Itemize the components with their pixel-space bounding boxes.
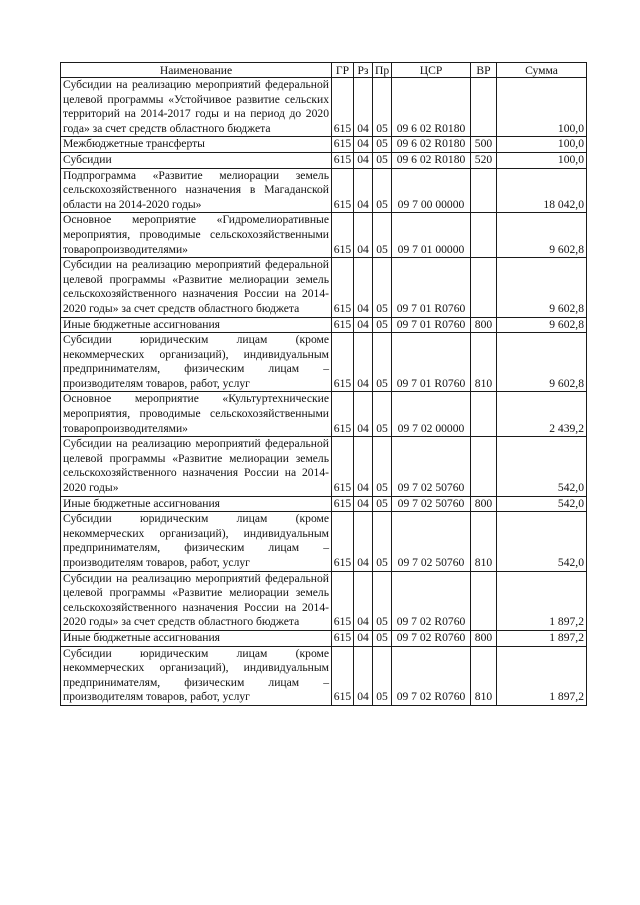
cell-pr: 05 bbox=[373, 437, 392, 496]
cell-pr: 05 bbox=[373, 512, 392, 571]
cell-sum: 9 602,8 bbox=[497, 258, 587, 317]
table-row bbox=[61, 630, 587, 646]
cell-name: Субсидии юридическим лицам (кроме некоммерческих организаций), индивидуальным предпринимателям, физическим лицам – производителям товаров, работ, услуг bbox=[61, 512, 332, 571]
cell-sum: 542,0 bbox=[497, 496, 587, 512]
cell-name: Субсидии юридическим лицам (кроме некоммерческих организаций), индивидуальным предпринимателям, физическим лицам – производителям товаров, работ, услуг bbox=[61, 646, 332, 705]
cell-sum: 100,0 bbox=[497, 152, 587, 168]
header-csr: ЦСР bbox=[392, 63, 471, 78]
cell-gr: 615 bbox=[332, 333, 354, 392]
table-body bbox=[61, 78, 587, 706]
cell-gr: 615 bbox=[332, 512, 354, 571]
cell-sum: 9 602,8 bbox=[497, 333, 587, 392]
cell-rz: 04 bbox=[354, 317, 373, 333]
table-row bbox=[61, 437, 587, 496]
cell-pr: 05 bbox=[373, 630, 392, 646]
cell-pr: 05 bbox=[373, 258, 392, 317]
cell-sum: 100,0 bbox=[497, 78, 587, 137]
cell-sum: 18 042,0 bbox=[497, 168, 587, 213]
header-vr: ВР bbox=[471, 63, 497, 78]
cell-sum: 1 897,2 bbox=[497, 571, 587, 630]
cell-vr: 800 bbox=[471, 496, 497, 512]
cell-csr: 09 7 01 R0760 bbox=[392, 258, 471, 317]
cell-vr bbox=[471, 168, 497, 213]
cell-vr: 520 bbox=[471, 152, 497, 168]
cell-csr: 09 7 01 R0760 bbox=[392, 333, 471, 392]
cell-name: Субсидии на реализацию мероприятий федеральной целевой программы «Развитие мелиорации земель сельскохозяйственного назначения России на 2014-2020 годы» за счет средств областного бюджета bbox=[61, 571, 332, 630]
cell-vr: 810 bbox=[471, 646, 497, 705]
table-row bbox=[61, 571, 587, 630]
cell-rz: 04 bbox=[354, 333, 373, 392]
cell-name: Субсидии bbox=[61, 152, 332, 168]
cell-sum: 1 897,2 bbox=[497, 646, 587, 705]
cell-name: Межбюджетные трансферты bbox=[61, 137, 332, 153]
cell-vr: 810 bbox=[471, 512, 497, 571]
header-gr: ГР bbox=[332, 63, 354, 78]
header-name: Наименование bbox=[61, 63, 332, 78]
table-row bbox=[61, 152, 587, 168]
cell-csr: 09 7 02 R0760 bbox=[392, 646, 471, 705]
cell-rz: 04 bbox=[354, 168, 373, 213]
cell-name: Субсидии на реализацию мероприятий федеральной целевой программы «Устойчивое развитие сельских территорий на 2014-2017 годы и на период до 2020 года» за счет средств областного бюджета bbox=[61, 78, 332, 137]
cell-pr: 05 bbox=[373, 392, 392, 437]
table-row bbox=[61, 392, 587, 437]
cell-sum: 9 602,8 bbox=[497, 213, 587, 258]
cell-sum: 542,0 bbox=[497, 437, 587, 496]
cell-rz: 04 bbox=[354, 571, 373, 630]
table-header bbox=[61, 63, 587, 78]
cell-name: Иные бюджетные ассигнования bbox=[61, 317, 332, 333]
cell-vr bbox=[471, 78, 497, 137]
cell-name: Субсидии на реализацию мероприятий федеральной целевой программы «Развитие мелиорации земель сельскохозяйственного назначения России на 2014-2020 годы» bbox=[61, 437, 332, 496]
cell-vr bbox=[471, 392, 497, 437]
table-row bbox=[61, 78, 587, 137]
cell-rz: 04 bbox=[354, 137, 373, 153]
cell-gr: 615 bbox=[332, 571, 354, 630]
table-row bbox=[61, 213, 587, 258]
cell-sum: 542,0 bbox=[497, 512, 587, 571]
cell-csr: 09 7 02 50760 bbox=[392, 437, 471, 496]
cell-rz: 04 bbox=[354, 646, 373, 705]
cell-csr: 09 7 00 00000 bbox=[392, 168, 471, 213]
header-row bbox=[61, 63, 587, 78]
cell-csr: 09 7 02 00000 bbox=[392, 392, 471, 437]
cell-csr: 09 7 01 R0760 bbox=[392, 317, 471, 333]
budget-table bbox=[60, 62, 587, 706]
table-row bbox=[61, 258, 587, 317]
cell-pr: 05 bbox=[373, 333, 392, 392]
cell-name: Субсидии юридическим лицам (кроме некоммерческих организаций), индивидуальным предпринимателям, физическим лицам – производителям товаров, работ, услуг bbox=[61, 333, 332, 392]
cell-pr: 05 bbox=[373, 496, 392, 512]
cell-csr: 09 6 02 R0180 bbox=[392, 78, 471, 137]
cell-rz: 04 bbox=[354, 512, 373, 571]
cell-pr: 05 bbox=[373, 78, 392, 137]
cell-pr: 05 bbox=[373, 168, 392, 213]
cell-gr: 615 bbox=[332, 630, 354, 646]
cell-gr: 615 bbox=[332, 496, 354, 512]
cell-vr: 800 bbox=[471, 630, 497, 646]
cell-rz: 04 bbox=[354, 152, 373, 168]
header-rz: Рз bbox=[354, 63, 373, 78]
cell-name: Субсидии на реализацию мероприятий федеральной целевой программы «Развитие мелиорации земель сельскохозяйственного назначения России на 2014-2020 годы» за счет средств областного бюджета bbox=[61, 258, 332, 317]
cell-name: Иные бюджетные ассигнования bbox=[61, 496, 332, 512]
cell-rz: 04 bbox=[354, 78, 373, 137]
header-sum: Сумма bbox=[497, 63, 587, 78]
cell-pr: 05 bbox=[373, 317, 392, 333]
cell-csr: 09 7 02 50760 bbox=[392, 512, 471, 571]
cell-sum: 2 439,2 bbox=[497, 392, 587, 437]
cell-csr: 09 7 01 00000 bbox=[392, 213, 471, 258]
cell-rz: 04 bbox=[354, 213, 373, 258]
cell-sum: 100,0 bbox=[497, 137, 587, 153]
cell-csr: 09 7 02 R0760 bbox=[392, 630, 471, 646]
cell-gr: 615 bbox=[332, 213, 354, 258]
cell-gr: 615 bbox=[332, 437, 354, 496]
cell-vr bbox=[471, 571, 497, 630]
cell-gr: 615 bbox=[332, 317, 354, 333]
cell-vr: 500 bbox=[471, 137, 497, 153]
cell-csr: 09 6 02 R0180 bbox=[392, 152, 471, 168]
cell-rz: 04 bbox=[354, 630, 373, 646]
cell-gr: 615 bbox=[332, 78, 354, 137]
cell-pr: 05 bbox=[373, 571, 392, 630]
table-row bbox=[61, 512, 587, 571]
cell-pr: 05 bbox=[373, 213, 392, 258]
cell-vr: 800 bbox=[471, 317, 497, 333]
cell-csr: 09 6 02 R0180 bbox=[392, 137, 471, 153]
cell-name: Иные бюджетные ассигнования bbox=[61, 630, 332, 646]
cell-name: Основное мероприятие «Гидромелиоративные мероприятия, проводимые сельскохозяйственными товаропроизводителями» bbox=[61, 213, 332, 258]
cell-vr bbox=[471, 437, 497, 496]
cell-pr: 05 bbox=[373, 646, 392, 705]
table-row bbox=[61, 646, 587, 705]
header-pr: Пр bbox=[373, 63, 392, 78]
cell-gr: 615 bbox=[332, 646, 354, 705]
cell-rz: 04 bbox=[354, 258, 373, 317]
cell-csr: 09 7 02 R0760 bbox=[392, 571, 471, 630]
cell-gr: 615 bbox=[332, 137, 354, 153]
table-row bbox=[61, 496, 587, 512]
table-row bbox=[61, 137, 587, 153]
cell-gr: 615 bbox=[332, 392, 354, 437]
cell-pr: 05 bbox=[373, 152, 392, 168]
cell-rz: 04 bbox=[354, 392, 373, 437]
cell-sum: 9 602,8 bbox=[497, 317, 587, 333]
cell-name: Подпрограмма «Развитие мелиорации земель сельскохозяйственного назначения в Магаданской области на 2014-2020 годы» bbox=[61, 168, 332, 213]
cell-name: Основное мероприятие «Культуртехнические мероприятия, проводимые сельскохозяйственными товаропроизводителями» bbox=[61, 392, 332, 437]
cell-vr: 810 bbox=[471, 333, 497, 392]
cell-pr: 05 bbox=[373, 137, 392, 153]
table-row bbox=[61, 317, 587, 333]
table-row bbox=[61, 333, 587, 392]
table-row bbox=[61, 168, 587, 213]
cell-rz: 04 bbox=[354, 496, 373, 512]
cell-vr bbox=[471, 258, 497, 317]
cell-csr: 09 7 02 50760 bbox=[392, 496, 471, 512]
cell-rz: 04 bbox=[354, 437, 373, 496]
cell-sum: 1 897,2 bbox=[497, 630, 587, 646]
cell-gr: 615 bbox=[332, 152, 354, 168]
cell-vr bbox=[471, 213, 497, 258]
cell-gr: 615 bbox=[332, 168, 354, 213]
cell-gr: 615 bbox=[332, 258, 354, 317]
